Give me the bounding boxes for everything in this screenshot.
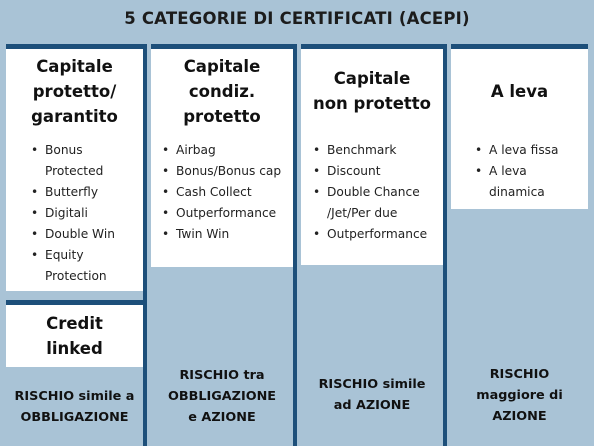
list-item: • Cash Collect: [162, 182, 293, 203]
category-item-list: [31, 140, 141, 287]
list-item: • Digitali: [31, 203, 141, 224]
category-title: Capitale protetto/ garantito: [31, 57, 118, 126]
list-item: • Bonus/Bonus cap: [162, 161, 293, 182]
list-item: • Double Win: [31, 224, 141, 245]
risk-label-a-leva: RISCHIO maggiore di AZIONE: [476, 367, 563, 424]
list-item: • A leva fissa: [475, 140, 585, 161]
category-item-list: [162, 140, 293, 245]
category-card-a-leva: [451, 49, 588, 209]
list-item: • Twin Win: [162, 224, 293, 245]
category-item-list: [313, 140, 443, 245]
category-card-capitale-condiz-protetto: [151, 49, 293, 267]
category-title: Credit linked: [46, 314, 103, 358]
category-card-capitale-non-protetto: [301, 49, 443, 265]
column-divider: [293, 44, 297, 446]
risk-label-credit-linked: RISCHIO simile a OBBLIGAZIONE: [14, 389, 135, 425]
list-item: • Outperformance: [313, 224, 443, 245]
category-card-credit-linked: [6, 305, 143, 367]
page-title: 5 CATEGORIE DI CERTIFICATI (ACEPI): [124, 9, 470, 28]
category-title: Capitale condiz. protetto: [183, 57, 261, 126]
category-card-capitale-protetto: [6, 49, 143, 291]
category-item-list: [475, 140, 585, 203]
category-title: Capitale non protetto: [312, 69, 432, 113]
list-item: • Equity Protection: [31, 245, 141, 287]
list-item: • Airbag: [162, 140, 293, 161]
list-item: • Discount: [313, 161, 443, 182]
category-title: A leva: [490, 82, 549, 101]
column-divider: [443, 44, 447, 446]
list-item: • Double Chance /Jet/Per due: [313, 182, 443, 224]
list-item: • Benchmark: [313, 140, 443, 161]
list-item: • Outperformance: [162, 203, 293, 224]
risk-label-capitale-non-protetto: RISCHIO simile ad AZIONE: [318, 377, 426, 413]
list-item: • Butterfly: [31, 182, 141, 203]
risk-label-capitale-condiz-protetto: RISCHIO tra OBBLIGAZIONE e AZIONE: [167, 368, 277, 425]
list-item: • A leva dinamica: [475, 161, 585, 203]
list-item: • Bonus Protected: [31, 140, 141, 182]
